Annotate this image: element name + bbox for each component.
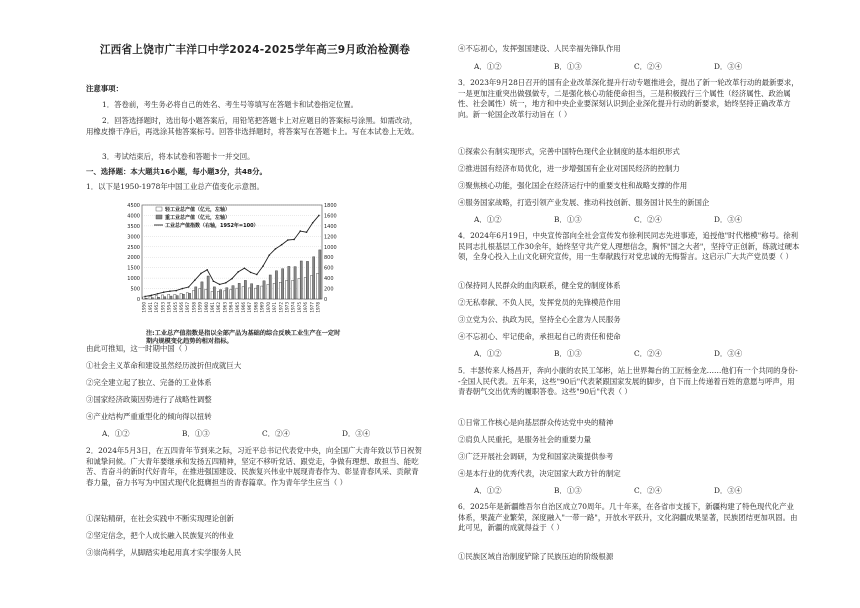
index-point: [306, 231, 308, 233]
x-tick-label: 1962: [216, 302, 222, 313]
bar-light-industry: [248, 288, 250, 299]
q6-stem: 6．2025年是新疆维吾尔自治区成立70周年。几十年来，在各省市支援下，新疆构建了特色现代化产业体系，果蔬产业繁荣，深度融入"一带一路"，开放水平跃升，文化润疆成果显著，民族团结更加巩固。由此可见，新疆的成就得益于（ ）: [458, 502, 798, 533]
y-left-tick-label: 1500: [127, 265, 140, 272]
index-point: [219, 284, 221, 286]
q1-question: 由此可推知，这一时期中国（ ）: [86, 344, 192, 353]
bar-light-industry: [310, 276, 312, 299]
bar-heavy-industry: [257, 285, 259, 299]
x-tick-label: 1975: [296, 302, 302, 313]
bar-heavy-industry: [319, 250, 321, 299]
q5-item-4: ④是本行业的优秀代表，决定国家大政方针的制定: [458, 469, 621, 478]
index-point: [268, 254, 270, 256]
bar-light-industry: [155, 296, 157, 299]
x-tick-label: 1956: [178, 302, 184, 313]
q4-item-2: ②无私奉献、不负人民，发挥党员的先锋模范作用: [458, 298, 621, 307]
y-right-tick-label: 400: [324, 276, 334, 283]
q1-item-1: ①社会主义革命和建设虽然经历波折但成就巨大: [86, 361, 242, 370]
q2-item-3: ③崇尚科学，从脚踏实地起用真才实学服务人民: [86, 548, 242, 557]
x-tick-label: 1968: [253, 302, 259, 313]
x-tick-label: 1955: [172, 302, 178, 313]
q3-option-c[interactable]: C．②④: [634, 215, 662, 224]
bar-heavy-industry: [269, 275, 271, 299]
index-point: [281, 244, 283, 246]
bar-light-industry: [192, 290, 194, 299]
q1-stem: 1．以下是1950-1978年中国工业总产值变化示意图。: [86, 182, 264, 191]
q2-option-d[interactable]: D．③④: [714, 62, 743, 71]
bar-light-industry: [236, 288, 238, 299]
y-left-tick-label: 1000: [127, 276, 140, 283]
bar-light-industry: [267, 284, 269, 299]
notice-heading: 注意事项：: [86, 84, 123, 93]
index-point: [200, 273, 202, 275]
legend-label-heavy: 重工业总产值（亿元，左轴）: [165, 215, 231, 221]
legend-label-index: 工业总产值指数（右轴，1952年=100）: [165, 223, 259, 229]
bar-light-industry: [286, 280, 288, 299]
bar-heavy-industry: [238, 283, 240, 299]
q4-option-b[interactable]: B．①③: [554, 349, 582, 358]
bar-light-industry: [211, 291, 213, 299]
q1-item-3: ③国家经济政策因势进行了战略性调整: [86, 395, 212, 404]
bar-heavy-industry: [306, 261, 308, 299]
q1-option-d[interactable]: D．③④: [342, 429, 371, 438]
notice-3: 3．考试结束后，将本试卷和答题卡一并交回。: [102, 152, 255, 161]
q2-item-4: ④不忘初心，发挥强国建设、人民幸福先锋队作用: [458, 44, 621, 53]
bar-heavy-industry: [263, 281, 265, 299]
index-point: [287, 239, 289, 241]
q3-option-a[interactable]: A．①②: [474, 215, 502, 224]
q2-option-c[interactable]: C．②④: [634, 62, 662, 71]
y-left-tick-label: 3500: [127, 223, 140, 230]
q4-option-d[interactable]: D．③④: [714, 349, 743, 358]
q5-item-2: ②肩负人民重托，是服务社会的重要力量: [458, 435, 592, 444]
bar-light-industry: [254, 288, 256, 299]
y-right-tick-label: 1200: [324, 234, 337, 241]
y-right-tick-label: 1000: [324, 244, 337, 251]
page-title: 江西省上饶市广丰洋口中学2024-2025学年高三9月政治检测卷: [99, 44, 411, 56]
bar-heavy-industry: [151, 298, 153, 299]
q1-item-4: ④产业结构严重重型化的倾向得以扭转: [86, 412, 212, 421]
bar-light-industry: [199, 289, 201, 299]
index-point: [151, 295, 153, 297]
q2-option-a[interactable]: A．①②: [474, 62, 502, 71]
bar-heavy-industry: [300, 261, 302, 299]
q4-stem: 4．2024年6月19日，中央宣传部向全社会宣传发布徐利民同志先进事迹，追授他"时代楷模"称号。徐利民同志扎根基层工作30余年，始终坚守共产党人理想信念，胸怀"国之大者"，坚持守正创新，练就过硬本领，全身心投入上山文化研究宣传，用一生奉献践行对党忠诚的无悔誓言。这启示广大共产党员要（ ）: [458, 231, 800, 262]
y-left-tick-label: 0: [136, 297, 140, 303]
bar-heavy-industry: [170, 296, 172, 299]
bar-light-industry: [168, 294, 170, 299]
bar-light-industry: [298, 278, 300, 299]
x-tick-label: 1954: [166, 302, 172, 313]
y-right-tick-label: 800: [324, 255, 334, 262]
x-tick-label: 1961: [210, 302, 215, 313]
bar-heavy-industry: [294, 267, 296, 299]
bar-light-industry: [261, 286, 263, 299]
bar-light-industry: [279, 282, 281, 299]
index-point: [231, 278, 233, 280]
index-point: [250, 272, 252, 274]
q4-item-4: ④不忘初心、牢记使命，承担起自己的责任和使命: [458, 332, 621, 341]
index-point: [244, 267, 246, 269]
q3-item-4: ④服务国家战略，打造引领产业发展、推动科技创新、服务国计民生的新国企: [458, 198, 710, 207]
bar-heavy-industry: [226, 288, 228, 299]
q5-stem: 5．丰瑟传来人杨昌开，奔向小康的农民工邹彬，站上世界舞台的工匠杨金龙……他们有一个共同的身份--全国人民代表。五年来，这些"90后"代表紧跟国家发展的脚步，自下而上传递着百姓的意愿与呼声，用青春朝气交出优秀的履职答卷。这些"90后"代表（ ）: [458, 366, 798, 397]
bar-heavy-industry: [182, 294, 184, 299]
bar-heavy-industry: [157, 297, 159, 299]
index-point: [256, 274, 258, 276]
index-point: [312, 222, 314, 224]
x-tick-label: 1972: [278, 302, 284, 313]
x-tick-label: 1963: [222, 302, 228, 313]
x-tick-label: 1950: [141, 302, 147, 313]
x-tick-label: 1973: [284, 302, 290, 313]
bar-heavy-industry: [288, 266, 290, 299]
y-left-tick-label: 500: [130, 286, 140, 293]
x-tick-label: 1977: [309, 302, 315, 313]
bar-light-industry: [223, 291, 225, 299]
y-left-tick-label: 2500: [127, 244, 140, 251]
index-point: [188, 286, 190, 288]
index-point: [262, 265, 264, 267]
y-right-tick-label: 1400: [324, 223, 337, 230]
q1-option-a[interactable]: A．①②: [102, 429, 130, 438]
y-right-tick-label: 0: [324, 297, 328, 303]
q3-option-d[interactable]: D．③④: [714, 215, 743, 224]
bar-heavy-industry: [232, 286, 234, 299]
q1-option-b[interactable]: B．①③: [182, 429, 210, 438]
bar-heavy-industry: [195, 287, 197, 299]
x-tick-label: 1964: [228, 302, 234, 313]
bar-heavy-industry: [219, 290, 221, 299]
bar-light-industry: [273, 283, 275, 299]
notice-2: 2．回答选择题时，选出每小题答案后，用铅笔把答题卡上对应题目的答案标号涂黑。如需改动，用橡皮擦干净后，再选涂其他答案标号。回答非选择题时，将答案写在答题卡上。写在本试卷上无效。: [86, 116, 419, 136]
bar-light-industry: [217, 291, 219, 299]
q2-item-2: ②坚定信念，把个人成长融入民族复兴的伟业: [86, 531, 234, 540]
index-point: [182, 288, 184, 290]
bar-heavy-industry: [213, 287, 215, 299]
q2-item-1: ①深钻精研，在社会实践中不断实现理论创新: [86, 514, 234, 523]
q4-option-c[interactable]: C．②④: [634, 349, 662, 358]
q4-item-3: ③立党为公、执政为民，坚持全心全意为人民服务: [458, 315, 621, 324]
bar-heavy-industry: [275, 271, 277, 299]
bar-light-industry: [317, 273, 319, 299]
y-left-tick-label: 2000: [127, 255, 140, 262]
chart-svg: [116, 199, 344, 329]
bar-light-industry: [304, 277, 306, 299]
index-point: [194, 279, 196, 281]
index-point: [169, 290, 171, 292]
q2-option-b[interactable]: B．①③: [554, 62, 582, 71]
y-right-tick-label: 200: [324, 286, 334, 293]
q5-item-1: ①日常工作核心是向基层群众传达党中央的精神: [458, 418, 614, 427]
q5-item-3: ③广泛开展社会调研，为党和国家决策提供参考: [458, 452, 614, 461]
index-point: [157, 293, 159, 295]
bar-heavy-industry: [313, 257, 315, 299]
y-left-tick-label: 4000: [127, 213, 140, 220]
x-tick-label: 1957: [185, 302, 191, 313]
q4-item-1: ①保持同人民群众的血肉联系，健全党的制度体系: [458, 281, 621, 290]
q3-item-1: ①探索公有制实现形式，完善中国特色现代企业制度的基本组织形式: [458, 147, 680, 156]
x-tick-label: 1965: [234, 302, 240, 313]
index-point: [144, 296, 146, 298]
notice-1: 1．答卷前，考生务必将自己的姓名、考生号等填写在答题卡和试卷指定位置。: [102, 100, 358, 109]
y-right-tick-label: 600: [324, 265, 334, 272]
q5-option-b[interactable]: B．①③: [554, 486, 582, 495]
legend-swatch-light: [156, 207, 162, 211]
y-right-tick-label: 1600: [324, 213, 337, 220]
bar-light-industry: [242, 287, 244, 299]
x-tick-label: 1970: [265, 302, 271, 313]
q1-item-2: ②完全建立起了独立、完备的工业体系: [86, 378, 212, 387]
bar-light-industry: [292, 280, 294, 299]
bar-heavy-industry: [188, 293, 190, 299]
legend-swatch-heavy: [156, 215, 162, 219]
bar-heavy-industry: [207, 276, 209, 299]
index-point: [213, 280, 215, 282]
bar-light-industry: [149, 296, 151, 299]
q3-item-2: ②推进国有经济布局优化，进一步增强国有企业对国民经济的控制力: [458, 164, 680, 173]
index-point: [318, 215, 320, 217]
x-tick-label: 1952: [154, 302, 160, 313]
x-tick-label: 1971: [272, 302, 278, 313]
index-point: [275, 248, 277, 250]
chart-note: 注:工业总产值指数是指以全部产品为基础的综合反映工业生产在一定时期内规模变化趋势的相对指标。: [146, 330, 341, 345]
y-right-tick-label: 1800: [324, 203, 337, 209]
bar-heavy-industry: [145, 298, 147, 299]
bar-light-industry: [174, 294, 176, 299]
y-left-tick-label: 4500: [127, 203, 140, 209]
bar-heavy-industry: [201, 282, 203, 299]
q5-option-d[interactable]: D．③④: [714, 486, 743, 495]
x-tick-label: 1976: [303, 302, 309, 313]
legend-label-light: 轻工业总产值（亿元，左轴）: [165, 207, 231, 213]
q6-item-1: ①民族区域自治制度铲除了民族压迫的阶级根源: [458, 552, 614, 561]
bar-light-industry: [205, 289, 207, 299]
q4-option-a[interactable]: A．①②: [474, 349, 502, 358]
q5-option-c[interactable]: C．②④: [634, 486, 662, 495]
bar-heavy-industry: [244, 280, 246, 299]
bar-light-industry: [180, 293, 182, 299]
x-tick-label: 1969: [259, 302, 265, 313]
x-tick-label: 1958: [191, 302, 197, 313]
index-point: [293, 239, 295, 241]
bar-heavy-industry: [164, 297, 166, 299]
index-point: [206, 269, 208, 271]
x-tick-label: 1974: [290, 302, 296, 313]
section-heading: 一、选择题：本大题共16小题，每小题3分，共48分。: [86, 167, 267, 176]
x-tick-label: 1951: [147, 302, 153, 313]
bar-light-industry: [230, 290, 232, 299]
bar-light-industry: [161, 295, 163, 299]
x-tick-label: 1967: [247, 302, 253, 313]
q2-stem: 2．2024年5月3日，在五四青年节到来之际，习近平总书记代表党中央，向全国广大青年致以节日祝贺和诚挚问候。广大青年要继承和发扬五四精神，坚定不移听党话、跟党走，争做有理想、敢担当、能吃苦、肯奋斗的新时代好青年，在推进强国建设、民族复兴伟业中展现青春作为、彰显青春风采、贡献青春力量，奋力书写为中国式现代化挺膺担当的青春篇章。作为青年学生应当（ ）: [86, 446, 422, 487]
index-point: [299, 230, 301, 232]
x-tick-label: 1966: [241, 302, 247, 313]
bar-heavy-industry: [176, 296, 178, 299]
x-tick-label: 1978: [315, 302, 321, 313]
q5-option-a[interactable]: A．①②: [474, 486, 502, 495]
index-point: [163, 291, 165, 293]
index-point: [237, 271, 239, 273]
x-tick-label: 1959: [197, 302, 203, 313]
q3-stem: 3．2023年9月28日召开的国有企业改革深化提升行动专题推进会，提出了新一轮改革行动的最新要求，一是更加注重突出做强做专，二是强化核心功能使命担当，三是积极践行三个属性（经济属性、政治属性、社会属性）统一，地方和中央企业要深刻认识到企业深化提升行动的新要求，始终坚持正确改革方向。新一轮国企改革行动旨在（ ）: [458, 78, 799, 119]
index-point: [225, 282, 227, 284]
q1-option-c[interactable]: C．②④: [262, 429, 290, 438]
x-tick-label: 1953: [160, 302, 166, 313]
bar-light-industry: [143, 297, 145, 299]
index-point: [175, 290, 177, 292]
q3-option-b[interactable]: B．①③: [554, 215, 582, 224]
y-left-tick-label: 3000: [127, 234, 140, 241]
bar-light-industry: [186, 293, 188, 299]
q3-item-3: ③聚焦核心功能，强化国企在经济运行中的重要支柱和战略支撑的作用: [458, 181, 688, 190]
bar-heavy-industry: [282, 269, 284, 299]
bar-heavy-industry: [250, 284, 252, 299]
industrial-output-chart: [116, 199, 344, 343]
x-tick-label: 1960: [203, 302, 209, 313]
